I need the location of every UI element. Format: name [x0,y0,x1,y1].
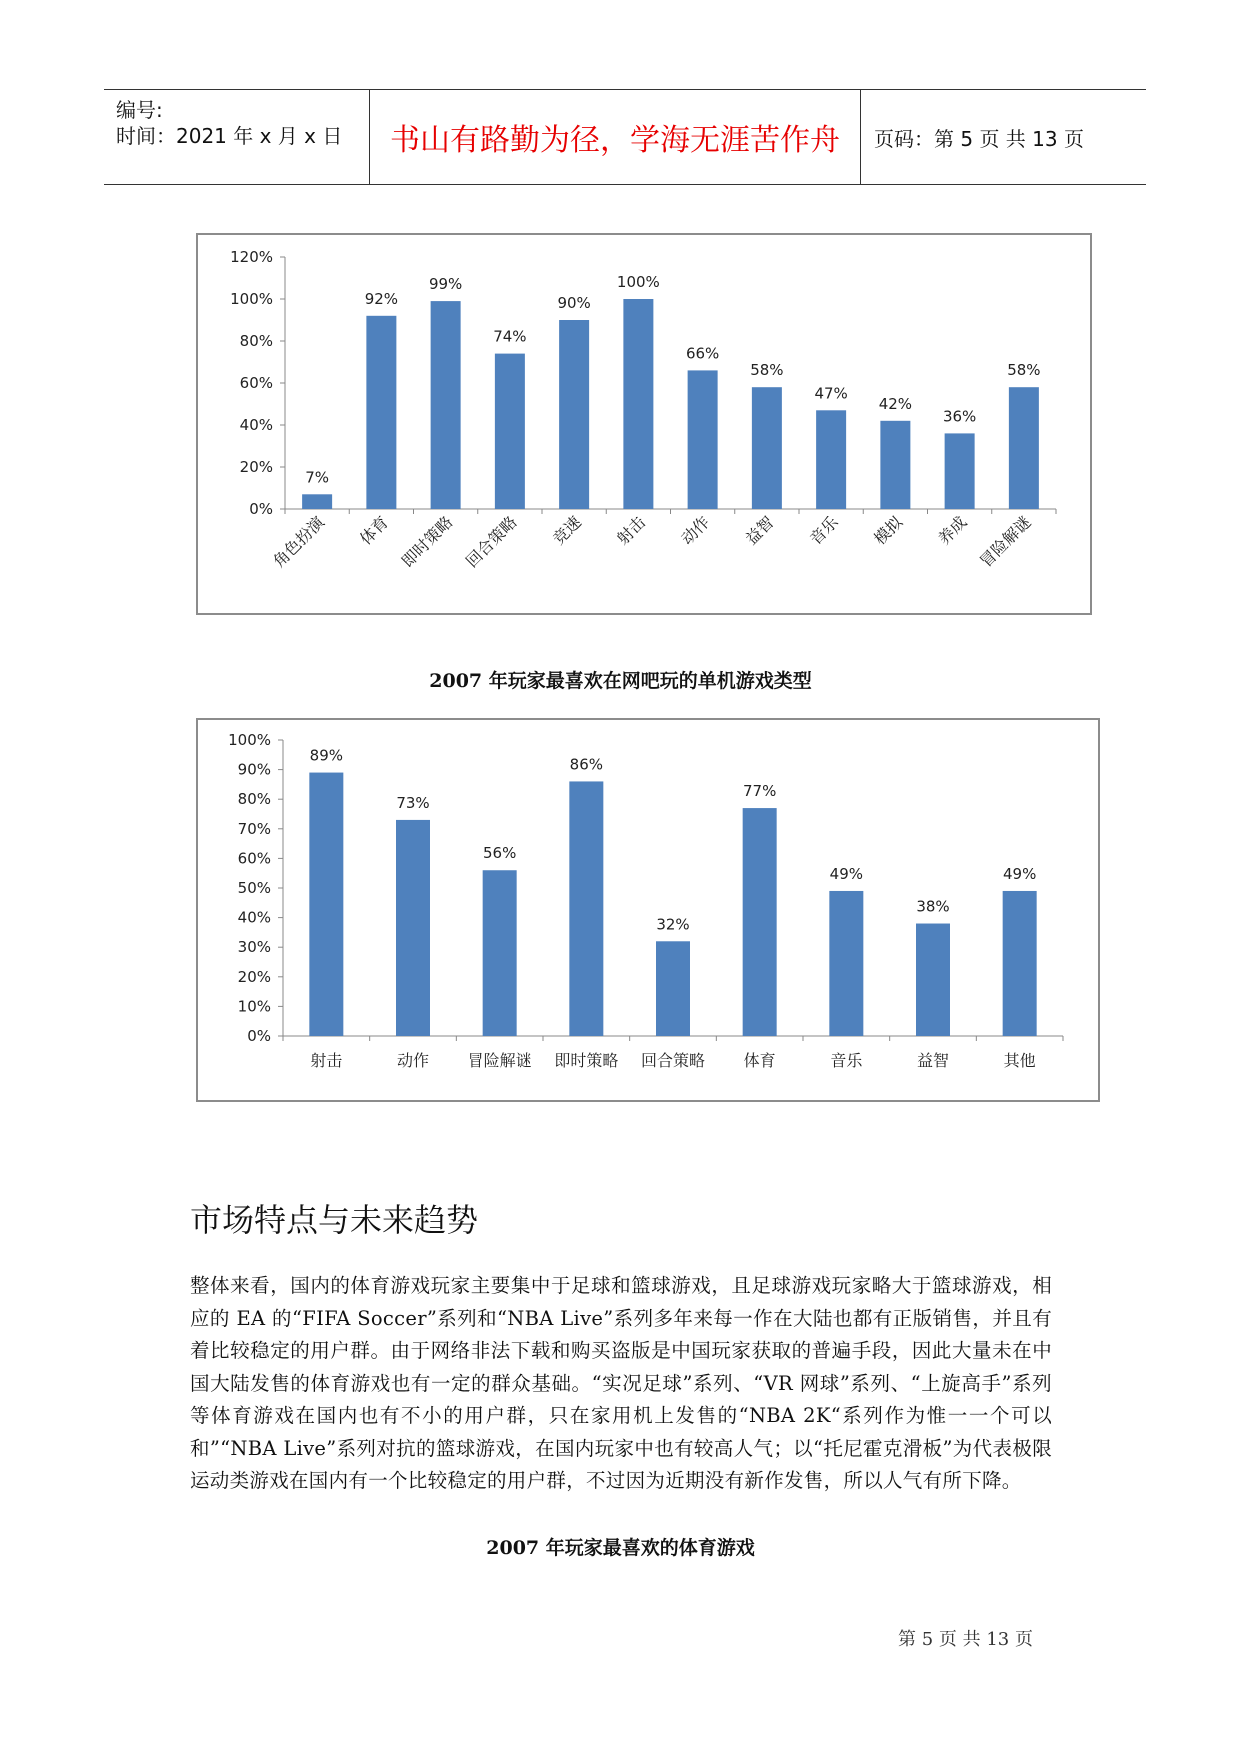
motto-text: 书山有路勤为径，学海无涯苦作舟 [390,123,840,158]
y-tick-label: 0% [249,500,273,518]
data-label: 73% [396,793,430,812]
category-label: 益智 [741,512,778,549]
y-tick-label: 20% [237,967,271,986]
category-label: 射击 [613,512,650,549]
category-label: 体育 [743,1051,776,1070]
bar [495,354,525,509]
data-label: 7% [305,468,330,487]
category-label: 即时策略 [397,512,457,572]
category-label: 其他 [1003,1051,1036,1070]
data-label: 74% [493,327,527,346]
bar [366,316,396,509]
y-tick-label: 20% [239,458,273,476]
data-label: 32% [656,915,690,934]
bottom-caption: 2007 年玩家最喜欢的体育游戏 [486,1537,755,1559]
data-label: 38% [916,897,950,916]
category-label: 回合策略 [462,512,521,572]
category-label: 音乐 [805,512,842,549]
y-tick-label: 30% [237,938,271,957]
bar [829,891,863,1036]
data-label: 42% [878,394,913,413]
category-label: 射击 [310,1051,343,1070]
bar [688,370,718,509]
data-label: 100% [616,273,660,291]
number-label: 编号: [116,98,163,122]
category-label: 竞速 [548,512,585,549]
page-header [104,89,1146,185]
bar-chart-1-svg [198,235,1090,613]
bar [1003,891,1037,1036]
category-label: 冒险解谜 [976,512,1035,572]
bar [309,773,343,1036]
section-title: 市场特点与未来趋势 [190,1201,479,1239]
y-tick-label: 40% [237,908,271,927]
data-label: 86% [569,755,604,774]
bar [396,820,430,1036]
y-tick-label: 120% [230,248,273,266]
data-label: 66% [685,344,720,363]
bar [743,808,777,1036]
category-label: 冒险解谜 [467,1051,532,1070]
bar [656,941,690,1036]
y-tick-label: 100% [230,290,273,308]
data-label: 89% [309,746,344,765]
body-paragraph: 整体来看，国内的体育游戏玩家主要集中于足球和篮球游戏，且足球游戏玩家略大于篮球游戏，相应的 EA 的“FIFA Soccer”系列和“NBA Live”系列多年来每一作在大陆也都有正版销售，并且有着比较稳定的用户群。由于网络非法下载和购买盗版是中国玩家获取的普遍手段，因此大量未在中国大陆发售的体育游戏也有一定的群众基础。“实况足球”系列、“VR 网球”系列、“上旋高手”系列等体育游戏在国内也有不小的用户群，只在家用机上发售的“NBA 2K“系列作为惟一一个可以和”“NBA Live”系列对抗的篮球游戏，在国内玩家中也有较高人气；以“托尼霍克滑板”为代表极限运动类游戏在国内有一个比较稳定的用户群，不过因为近期没有新作发售，所以人气有所下降。 [190,1274,1052,1492]
bar-chart-2 [196,718,1100,1102]
y-tick-label: 70% [237,819,271,838]
data-label: 36% [942,407,977,426]
bar [302,494,332,509]
category-label: 益智 [916,1051,950,1070]
category-label: 角色扮演 [269,512,328,572]
category-label: 即时策略 [554,1051,619,1070]
header-info-cell [104,90,370,184]
y-tick-label: 0% [247,1027,271,1045]
y-tick-label: 80% [239,332,273,350]
bar [1009,387,1039,509]
data-label: 49% [829,864,864,883]
y-tick-label: 10% [237,997,271,1016]
y-tick-label: 60% [239,374,273,392]
bar [945,433,975,509]
category-label: 回合策略 [640,1051,706,1070]
page-footer: 第 5 页 共 13 页 [898,1629,1033,1650]
bar [752,387,782,509]
data-label: 77% [742,782,777,801]
category-label: 体育 [356,512,393,549]
data-label: 90% [557,294,591,312]
y-tick-label: 90% [237,760,271,779]
bar [816,410,846,509]
bar [916,924,950,1036]
y-tick-label: 80% [237,790,271,809]
y-tick-label: 50% [237,879,271,897]
y-tick-label: 60% [237,849,271,868]
bar [569,781,603,1036]
data-label: 58% [1007,361,1041,380]
data-label: 56% [482,844,517,863]
header-page-cell [862,90,1146,184]
bar [431,301,461,509]
category-label: 动作 [677,512,714,549]
category-label: 音乐 [830,1051,863,1070]
data-label: 47% [814,384,848,403]
header-motto-cell [370,90,861,184]
category-label: 模拟 [870,512,907,549]
data-label: 99% [428,275,463,294]
bar [559,320,589,509]
chart-2-caption: 2007 年玩家最喜欢在网吧玩的单机游戏类型 [429,670,812,692]
data-label: 92% [364,289,399,308]
bar-chart-1 [196,233,1092,615]
bar [623,299,653,509]
y-tick-label: 40% [239,416,273,434]
category-label: 养成 [934,512,971,549]
bar [880,421,910,509]
data-label: 58% [750,361,784,380]
page-code: 页码：第 5 页 共 13 页 [874,126,1084,151]
y-tick-label: 100% [228,731,271,749]
time-label: 时间：2021 年 x 月 x 日 [116,124,343,148]
bar-chart-2-svg [198,720,1098,1100]
bar [483,870,517,1036]
data-label: 49% [1002,864,1037,883]
category-label: 动作 [396,1051,430,1070]
